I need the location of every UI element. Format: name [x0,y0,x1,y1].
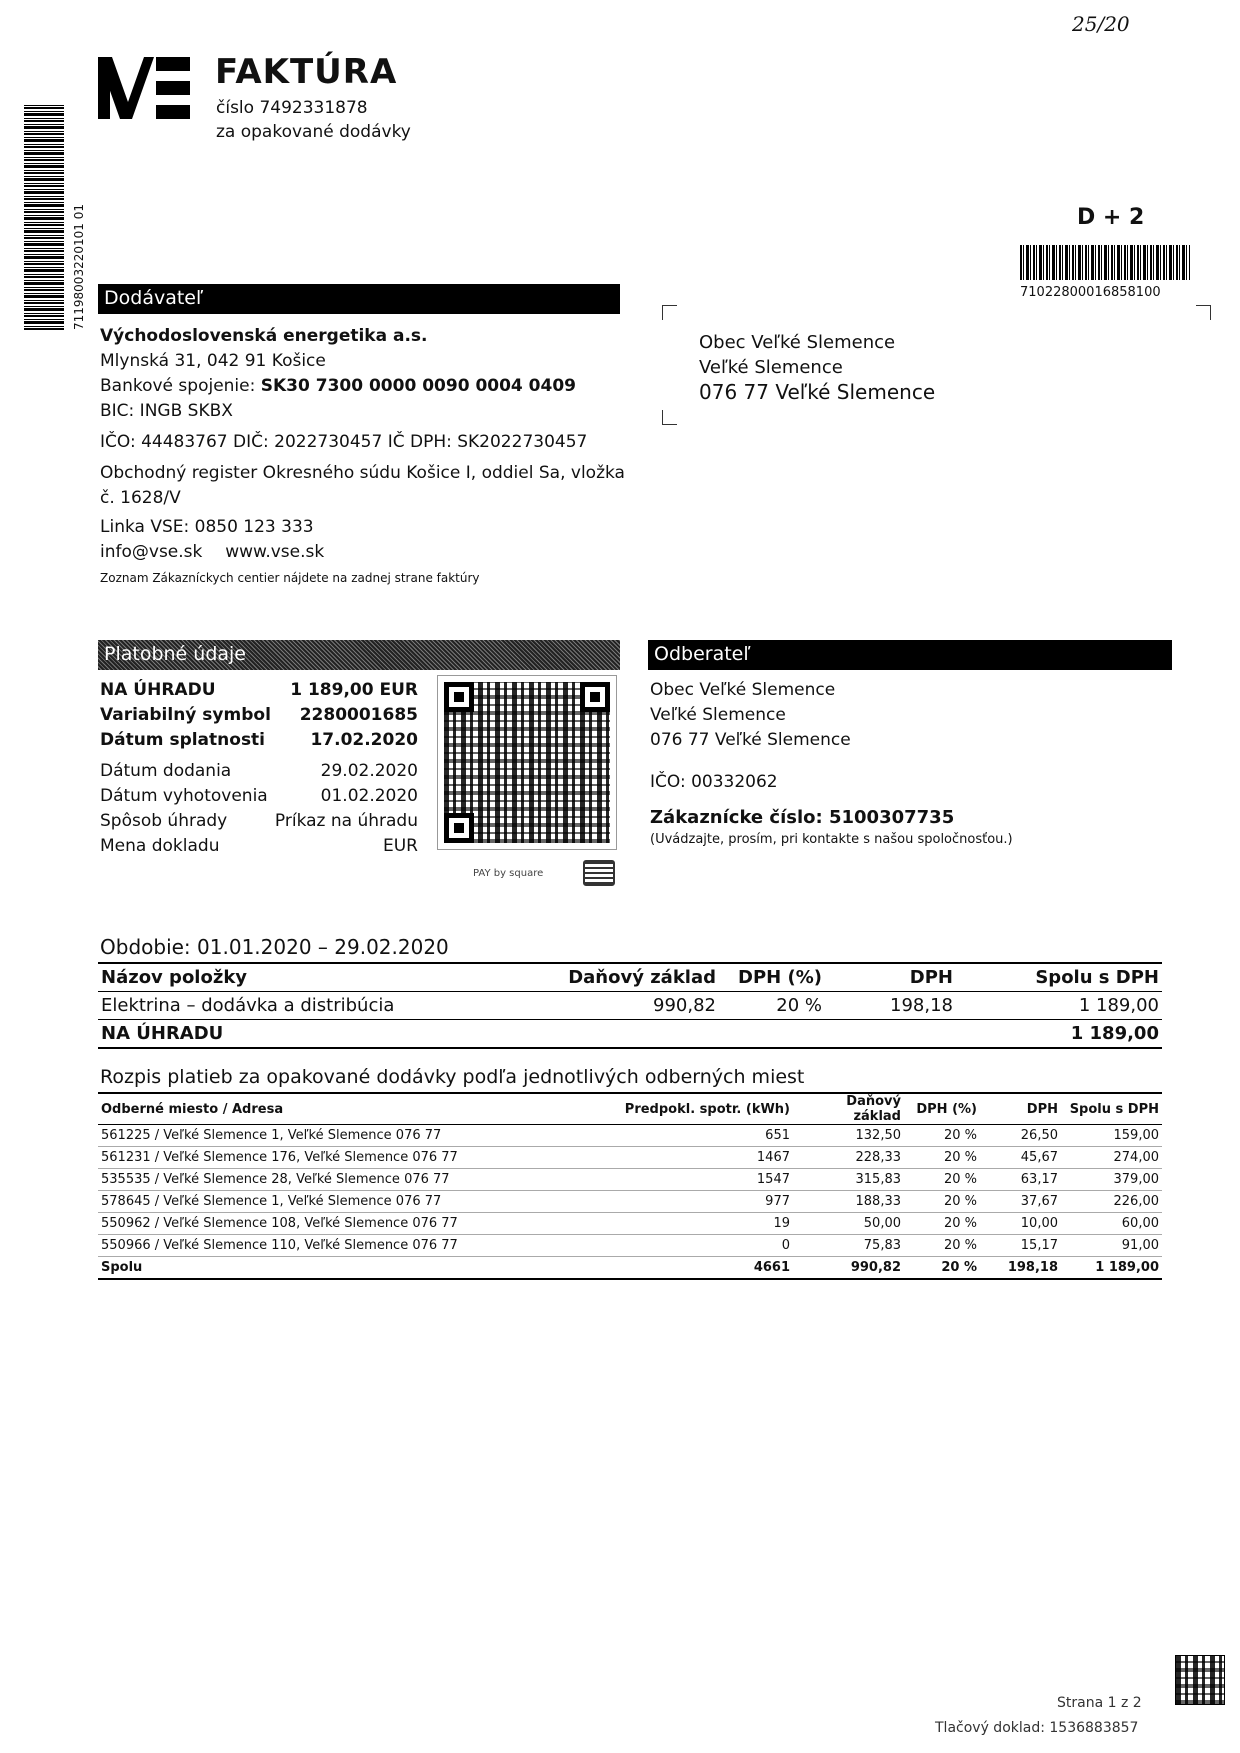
details-cell: 0 [617,1235,793,1257]
customer-number [650,807,1170,828]
details-title: Rozpis platieb za opakované dodávky podľa jednotlivých odberných miest [100,1066,805,1088]
print-document: Tlačový doklad: 1536883857 [935,1720,1139,1736]
summary-cell: 990,82 [653,995,716,1016]
payment-row [100,809,418,834]
payment-row [100,703,418,728]
recipient-line-2: Veľké Slemence [699,357,843,378]
details-row [98,1235,1162,1257]
details-cell: 26,50 [980,1125,1061,1147]
details-cell: 977 [617,1191,793,1213]
details-cell: 20 % [904,1125,980,1147]
customer-note: (Uvádzajte, prosím, pri kontakte s našou spoločnosťou.) [650,832,1013,847]
payment-value: 2280001685 [299,705,418,725]
details-cell: 379,00 [1061,1169,1162,1191]
details-header: Odberné miesto / Adresa [98,1093,617,1125]
page-number: Strana 1 z 2 [1057,1695,1142,1711]
details-row [98,1213,1162,1235]
details-total-cell: 20 % [904,1257,980,1280]
details-cell: 19 [617,1213,793,1235]
details-cell: 228,33 [793,1147,904,1169]
bank-value: SK30 7300 0000 0090 0004 0409 [260,376,576,396]
invoice-number: číslo 7492331878 [216,98,368,118]
payment-row [100,759,418,784]
details-cell: 651 [617,1125,793,1147]
summary-total-row [98,1020,1162,1049]
customer-block [650,678,1170,847]
payment-label: Variabilný symbol [100,705,271,725]
payment-row [100,834,418,859]
summary-header: DPH (%) [738,967,822,988]
payment-value: Príkaz na úhradu [274,811,418,831]
details-cell: 63,17 [980,1169,1061,1191]
details-table [98,1092,1162,1280]
payment-value: 01.02.2020 [320,786,418,806]
supplier-block [100,324,640,585]
payment-value: 17.02.2020 [310,730,418,750]
summary-header: DPH [909,967,953,988]
details-cell: 50,00 [793,1213,904,1235]
summary-table [98,962,1162,1049]
details-cell: 1547 [617,1169,793,1191]
details-row [98,1147,1162,1169]
supplier-email[interactable]: info@vse.sk [100,542,203,562]
supplier-contact [100,540,640,565]
supplier-phone: Linka VSE: 0850 123 333 [100,517,314,537]
details-header: Predpokl. spotr. (kWh) [617,1093,793,1125]
details-header-row [98,1093,1162,1125]
payment-row [100,784,418,809]
top-barcode [1020,245,1190,280]
summary-total-value: 1 189,00 [1070,1023,1159,1044]
payment-value: EUR [383,836,418,856]
barcode-number: 71022800016858100 [1020,285,1161,300]
details-cell: 188,33 [793,1191,904,1213]
payment-row [100,728,418,753]
supplier-register-1: Obchodný register Okresného súdu Košice I, oddiel Sa, vložka [100,463,625,483]
details-cell: 561231 / Veľké Slemence 176, Veľké Slemence 076 77 [98,1147,617,1169]
details-cell: 535535 / Veľké Slemence 28, Veľké Slemence 076 77 [98,1169,617,1191]
window-corner [662,305,677,320]
supplier-ids: IČO: 44483767 DIČ: 2022730457 IČ DPH: SK2022730457 [100,432,588,452]
supplier-bic: BIC: INGB SKBX [100,401,233,421]
period [100,935,449,959]
details-cell: 226,00 [1061,1191,1162,1213]
details-cell: 15,17 [980,1235,1061,1257]
summary-cell: Elektrina – dodávka a distribúcia [101,995,395,1016]
invoice-subtitle: za opakované dodávky [216,122,411,142]
summary-header: Daňový základ [568,967,716,988]
details-total-cell: 4661 [617,1257,793,1280]
summary-header: Spolu s DPH [1035,967,1159,988]
details-cell: 20 % [904,1147,980,1169]
details-cell: 561225 / Veľké Slemence 1, Veľké Slemence 076 77 [98,1125,617,1147]
payment-value: 1 189,00 EUR [290,680,418,700]
details-cell: 159,00 [1061,1125,1162,1147]
details-header: Daňový základ [793,1093,904,1125]
details-cell: 315,83 [793,1169,904,1191]
supplier-bank [100,374,640,399]
payment-row [100,678,418,703]
vse-logo [98,57,190,119]
bank-label: Bankové spojenie: [100,376,256,396]
summary-header-row [98,963,1162,992]
side-barcode [24,105,64,330]
payment-label: NA ÚHRADU [100,680,216,700]
details-total-cell: 990,82 [793,1257,904,1280]
supplier-heading: Dodávateľ [98,284,620,314]
payment-label: Dátum splatnosti [100,730,266,750]
details-cell: 20 % [904,1235,980,1257]
details-cell: 550966 / Veľké Slemence 110, Veľké Slemence 076 77 [98,1235,617,1257]
recipient-line-3: 076 77 Veľké Slemence [699,380,936,404]
supplier-note: Zoznam Zákazníckych centier nájdete na zadnej strane faktúry [100,571,480,585]
handwritten-note: 25/20 [1072,12,1130,36]
details-total-row [98,1257,1162,1280]
details-cell: 45,67 [980,1147,1061,1169]
details-cell: 550962 / Veľké Slemence 108, Veľké Slemence 076 77 [98,1213,617,1235]
payment-qr-code [437,675,617,850]
details-total-cell: 198,18 [980,1257,1061,1280]
footer-qr-code [1175,1655,1225,1705]
details-total-cell: Spolu [98,1257,617,1280]
summary-item-row [98,992,1162,1020]
period-label: Obdobie: [100,935,191,959]
details-header: DPH (%) [904,1093,980,1125]
details-row [98,1191,1162,1213]
details-cell: 37,67 [980,1191,1061,1213]
details-cell: 20 % [904,1191,980,1213]
details-cell: 91,00 [1061,1235,1162,1257]
customer-heading: Odberateľ [648,640,1172,670]
details-header: Spolu s DPH [1061,1093,1162,1125]
recipient-line-1: Obec Veľké Slemence [699,332,896,353]
details-cell: 75,83 [793,1235,904,1257]
summary-cell: 198,18 [890,995,953,1016]
customer-line-1: Obec Veľké Slemence [650,680,836,700]
summary-total-label: NA ÚHRADU [101,1023,224,1044]
details-cell: 578645 / Veľké Slemence 1, Veľké Slemence 076 77 [98,1191,617,1213]
side-barcode-number: 71198003220101 01 [72,204,86,330]
pay-by-square-icon [583,860,615,886]
details-cell: 1467 [617,1147,793,1169]
customer-number-value: 5100307735 [828,807,955,828]
recipient-address [699,330,935,405]
supplier-address: Mlynská 31, 042 91 Košice [100,351,326,371]
payment-label: Dátum dodania [100,761,232,781]
payment-label: Spôsob úhrady [100,811,228,831]
customer-line-2: Veľké Slemence [650,705,786,725]
supplier-register-2: č. 1628/V [100,488,181,508]
summary-cell: 20 % [776,995,822,1016]
payment-rows [100,678,418,859]
payment-value: 29.02.2020 [320,761,418,781]
details-row [98,1169,1162,1191]
details-cell: 132,50 [793,1125,904,1147]
details-cell: 60,00 [1061,1213,1162,1235]
details-total-cell: 1 189,00 [1061,1257,1162,1280]
summary-header: Názov položky [101,967,248,988]
delivery-code: D + 2 [1077,205,1145,230]
summary-cell: 1 189,00 [1078,995,1159,1016]
details-cell: 20 % [904,1213,980,1235]
payment-label: Dátum vyhotovenia [100,786,268,806]
payment-label: Mena dokladu [100,836,220,856]
invoice-title: FAKTÚRA [215,52,398,92]
details-row [98,1125,1162,1147]
details-cell: 10,00 [980,1213,1061,1235]
window-corner [1196,305,1211,320]
period-value: 01.01.2020 – 29.02.2020 [197,935,449,959]
details-header: DPH [980,1093,1061,1125]
window-corner [662,410,677,425]
supplier-name: Východoslovenská energetika a.s. [100,326,428,346]
details-cell: 20 % [904,1169,980,1191]
customer-line-3: 076 77 Veľké Slemence [650,730,851,750]
customer-number-label: Zákaznícke číslo: [650,807,823,828]
details-cell: 274,00 [1061,1147,1162,1169]
pay-by-square-label: PAY by square [473,868,544,879]
supplier-web[interactable]: www.vse.sk [225,542,325,562]
payment-heading: Platobné údaje [98,640,620,670]
customer-ico: IČO: 00332062 [650,772,778,792]
